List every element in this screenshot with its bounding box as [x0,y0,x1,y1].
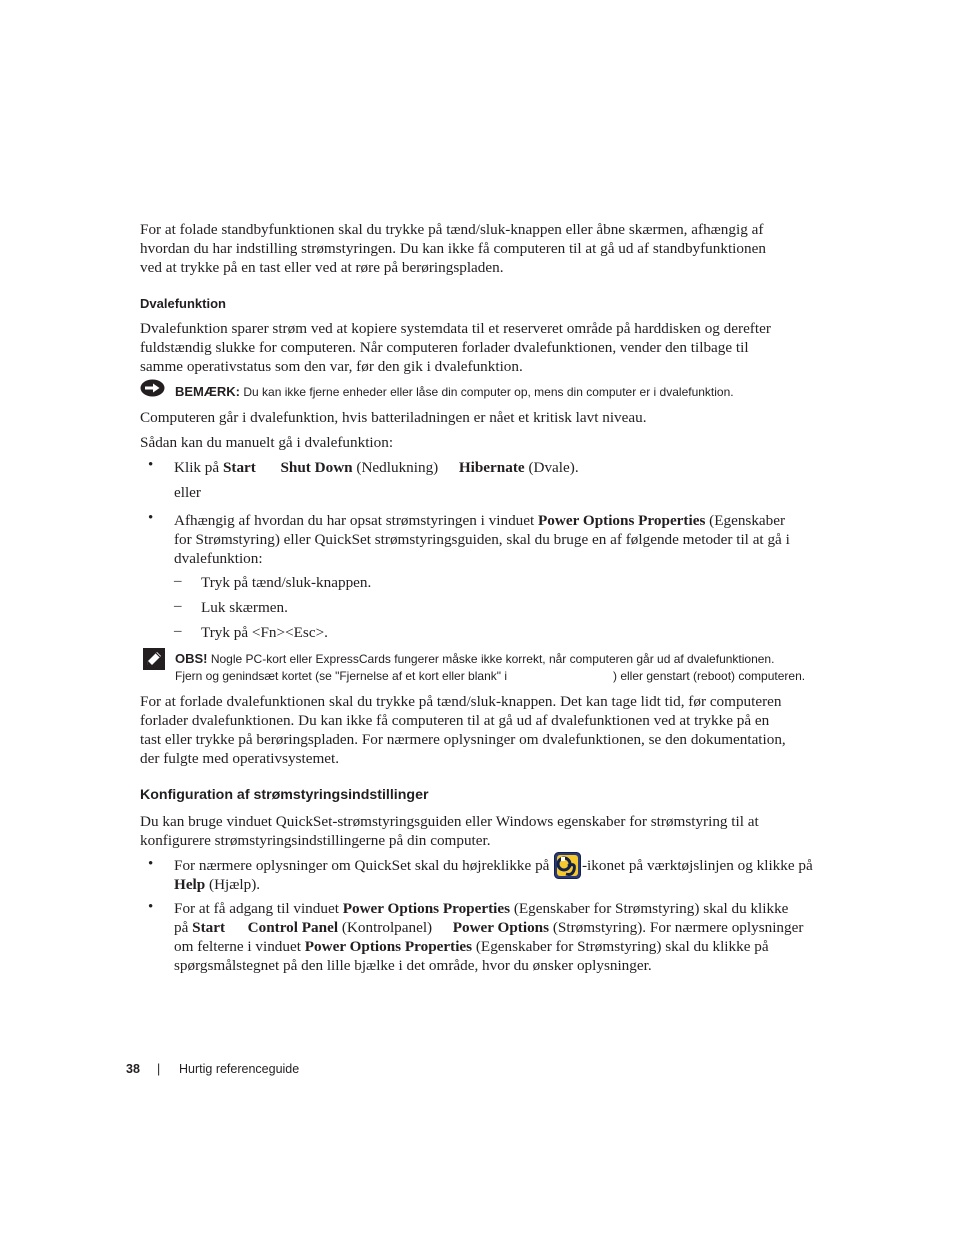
config-para-line1: Du kan bruge vinduet QuickSet-strømstyringsguiden eller Windows egenskaber for strømstyring til at [140,813,759,830]
or-text: eller [174,484,201,501]
hibernate-para1-line1: Dvalefunktion sparer strøm ved at kopiere systemdata til et reserveret område på harddisken og derefter [140,320,771,337]
bullet-marker: • [148,457,154,473]
help-translation: (Hjælp). [209,876,261,893]
hibernate-para4-line4: der fulgte med operativsystemet. [140,750,340,767]
config-bullet2-l3-post: (Egenskaber for Strømstyring) skal du klikke på [475,938,769,955]
power-options-properties: Power Options Properties [342,900,511,917]
bullet-marker: • [148,899,154,915]
section-heading-config: Konfiguration af strømstyringsindstillinger [140,787,429,803]
sub-item-power-button: Tryk på tænd/sluk-knappen. [201,574,372,591]
hibernate-para3: Sådan kan du manuelt gå i dvalefunktion: [140,434,394,451]
menu-hibernate: Hibernate [458,459,525,476]
intro-line-1: For at folade standbyfunktionen skal du trykke på tænd/sluk-knappen eller åbne skærmen, afhængig af [140,221,764,238]
power-options-properties: Power Options Properties [304,938,473,955]
hibernate-para4-line1: For at forlade dvalefunktionen skal du trykke på tænd/sluk-knappen. Det kan tage lidt tid, før computeren [140,693,782,710]
bullet2-line1-post: (Egenskaber [709,512,786,529]
hibernate-para2: Computeren går i dvalefunktion, hvis batteriladningen er nået et kritisk lavt niveau. [140,409,647,426]
notice-icon [140,379,165,397]
bullet-marker: • [148,856,154,872]
page-number: 38 [126,1062,140,1076]
config-bullet2-l2-pre: på [174,919,189,936]
quickset-icon [554,852,581,879]
menu-start: Start [222,459,256,476]
bullet-marker: • [148,510,154,526]
help-menu: Help [174,876,206,893]
sub-item-close-display: Luk skærmen. [201,599,288,616]
config-bullet2-l3-pre: om felterne i vinduet [174,938,301,955]
config-bullet1-pre: For nærmere oplysninger om QuickSet skal du højreklikke på [174,857,550,874]
control-panel-translation: (Kontrolpanel) [341,919,433,936]
section-heading-hibernate: Dvalefunktion [140,296,226,311]
config-para-line2: konfigurere strømstyringsindstillingerne på din computer. [140,832,491,849]
config-bullet1-post: -ikonet på værktøjslinjen og klikke på [582,857,813,874]
menu-start: Start [192,919,226,936]
config-bullet2-l1-post: (Egenskaber for Strømstyring) skal du klikke [513,900,789,917]
config-bullet2-l2-post: (Strømstyring). For nærmere oplysninger [552,919,804,936]
intro-line-3: ved at trykke på en tast eller ved at røre på berøringspladen. [140,259,504,276]
menu-shut-down: Shut Down [280,459,353,476]
power-options-properties: Power Options Properties [538,512,706,529]
obs-line2a: Fjern og genindsæt kortet (se "Fjernelse af et kort eller blank" i [175,669,508,683]
obs-label: OBS! [175,651,208,666]
bullet2-line2: for Strømstyring) eller QuickSet strømstyringsguiden, skal du bruge en af følgende metoder til at gå i [174,531,790,548]
menu-power-options: Power Options [452,919,550,936]
bullet2-line3: dvalefunktion: [174,550,263,567]
intro-line-2: hvordan du har indstilling strømstyringen. Du kan ikke få computeren til at gå ud af standbyfunktionen [140,240,766,257]
bullet2-line1-pre: Afhængig af hvordan du har opsat strømstyringen i vinduet [174,512,535,529]
menu-control-panel: Control Panel [247,919,339,936]
sub-item-fn-esc: Tryk på <Fn><Esc>. [201,624,328,641]
obs-line2b: ) eller genstart (reboot) computeren. [613,669,806,683]
dash-marker: – [174,573,182,589]
pencil-note-icon [143,648,165,670]
hibernate-para1-line3: samme operativstatus som den var, før den gik i dvalefunktion. [140,358,523,375]
bullet1-prefix: Klik på [174,459,220,476]
dash-marker: – [174,623,182,639]
footer-title: Hurtig referenceguide [179,1062,300,1076]
dash-marker: – [174,598,182,614]
hibernate-para4-line3: tast eller trykke på berøringspladen. For nærmere oplysninger om dvalefunktionen, se den dokumentation, [140,731,786,748]
hibernate-translation: (Dvale). [528,459,579,476]
notice-label: BEMÆRK: [175,384,240,399]
notice-text: Du kan ikke fjerne enheder eller låse din computer op, mens din computer er i dvalefunktion. [243,385,734,399]
config-bullet2-l4: spørgsmålstegnet på den lille bjælke i det område, hvor du ønsker oplysninger. [174,957,652,974]
obs-line1: Nogle PC-kort eller ExpressCards fungerer måske ikke korrekt, når computeren går ud af dvalefunktionen. [210,652,775,666]
config-bullet2-l1-pre: For at få adgang til vinduet [174,900,339,917]
hibernate-para4-line2: forlader dvalefunktionen. Du kan ikke få computeren til at gå ud af dvalefunktionen ved at trykke på en [140,712,770,729]
shut-down-translation: (Nedlukning) [356,459,439,476]
footer-separator: | [157,1062,161,1076]
hibernate-para1-line2: fuldstændig slukke for computeren. Når computeren forlader dvalefunktionen, vender den tilbage til [140,339,749,356]
